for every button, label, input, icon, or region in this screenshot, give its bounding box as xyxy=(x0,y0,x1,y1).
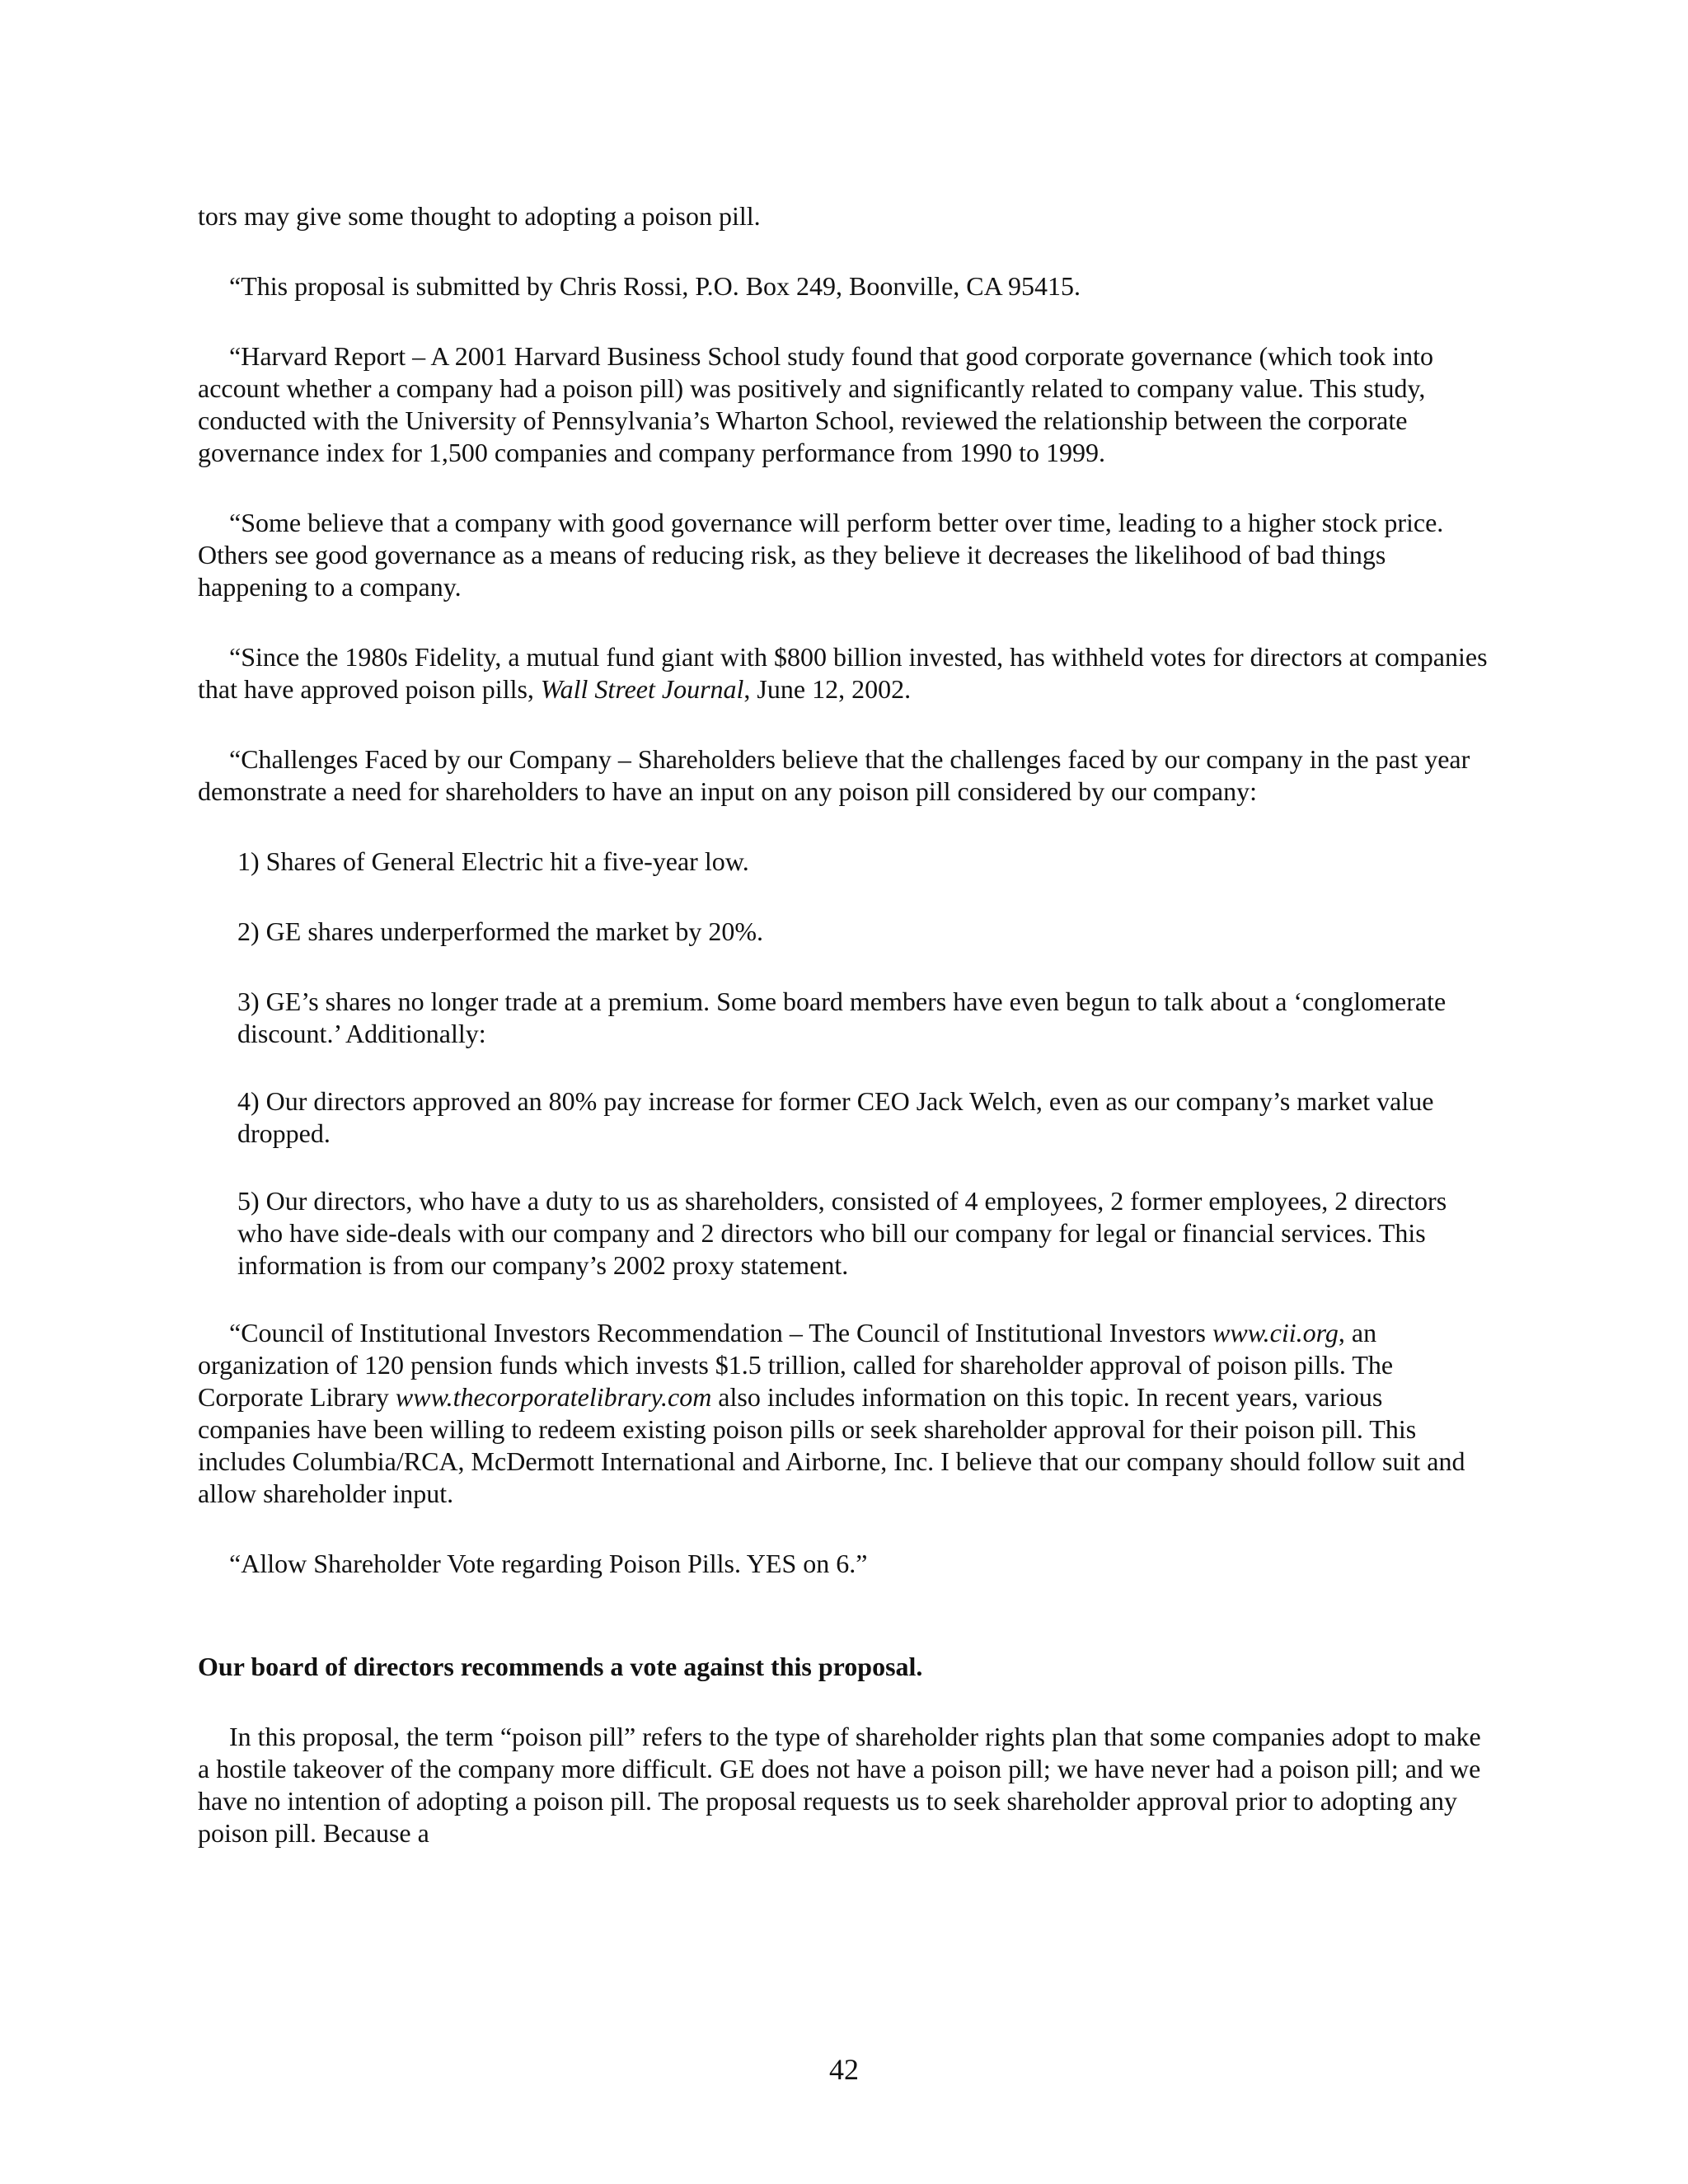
fidelity-date: , June 12, 2002. xyxy=(743,674,912,704)
council-text-end: also includes information on this topic. In recent years, various companies have been willing to redeem existing poison pills or seek shareholder approval for their poison pill. This includes Columbia/RCA, McDermott International and Airborne, Inc. I believe that our company should follow suit and allow shareholder input. xyxy=(198,1382,1465,1508)
fidelity-text: “Since the 1980s Fidelity, a mutual fund giant with $800 billion invested, has withheld votes for directors at companies that have approved poison pills, xyxy=(198,642,1488,704)
list-item: 5) Our directors, who have a duty to us as shareholders, consisted of 4 employees, 2 former employees, 2 directors who have side-deals with our company and 2 directors who bill our company for legal or financial services. This information is from our company’s 2002 proxy statement. xyxy=(237,1186,1447,1280)
challenges-list xyxy=(198,846,1488,1282)
list-item: 4) Our directors approved an 80% pay increase for former CEO Jack Welch, even as our company’s market value dropped. xyxy=(237,1086,1434,1148)
page-number: 42 xyxy=(829,2053,859,2086)
harvard-report-paragraph: “Harvard Report – A 2001 Harvard Business School study found that good corporate governance (which took into account whether a company had a poison pill) was positively and significantly related to company value. This study, conducted with the University of Pennsylvania’s Wharton School, reviewed the relationship between the corporate governance index for 1,500 companies and company performance from 1990 to 1999. xyxy=(198,341,1434,467)
list-item: 2) GE shares underperformed the market by 20%. xyxy=(237,916,763,946)
board-recommendation-heading: Our board of directors recommends a vote against this proposal. xyxy=(198,1652,923,1681)
list-item: 1) Shares of General Electric hit a five-year low. xyxy=(237,846,749,876)
council-text: “Council of Institutional Investors Recommendation – The Council of Institutional Investors xyxy=(229,1318,1212,1347)
continuation-paragraph: tors may give some thought to adopting a poison pill. xyxy=(198,201,761,231)
challenges-intro-paragraph: “Challenges Faced by our Company – Shareholders believe that the challenges faced by our company in the past year demonstrate a need for shareholders to have an input on any poison pill considered by our company: xyxy=(198,744,1470,806)
page-body xyxy=(198,200,1488,1849)
list-item: 3) GE’s shares no longer trade at a premium. Some board members have even begun to talk about a ‘conglomerate discount.’ Additionally: xyxy=(237,987,1447,1048)
board-response-paragraph: In this proposal, the term “poison pill” refers to the type of shareholder rights plan that some companies adopt to make a hostile takeover of the company more difficult. GE does not have a poison pill; we have never had a poison pill; and we have no intention of adopting a poison pill. The proposal requests us to seek shareholder approval prior to adopting any poison pill. Because a xyxy=(198,1722,1481,1848)
allow-vote-paragraph: “Allow Shareholder Vote regarding Poison Pills. YES on 6.” xyxy=(229,1549,868,1578)
council-paragraph xyxy=(198,1317,1488,1510)
submitter-paragraph: “This proposal is submitted by Chris Rossi, P.O. Box 249, Boonville, CA 95415. xyxy=(229,271,1081,301)
council-text-middle: , an organization of 120 pension funds which invests $1.5 trillion, called for shareholder approval of poison pills. The Corporate Library xyxy=(198,1318,1394,1412)
governance-belief-paragraph: “Some believe that a company with good governance will perform better over time, leading to a higher stock price. Others see good governance as a means of reducing risk, as they believe it decreases the likelihood of bad things happening to a company. xyxy=(198,508,1444,602)
fidelity-paragraph xyxy=(198,641,1488,705)
cii-link: www.cii.org xyxy=(1212,1318,1339,1347)
corporate-library-link: www.thecorporatelibrary.com xyxy=(395,1382,712,1412)
journal-title: Wall Street Journal xyxy=(540,674,744,704)
